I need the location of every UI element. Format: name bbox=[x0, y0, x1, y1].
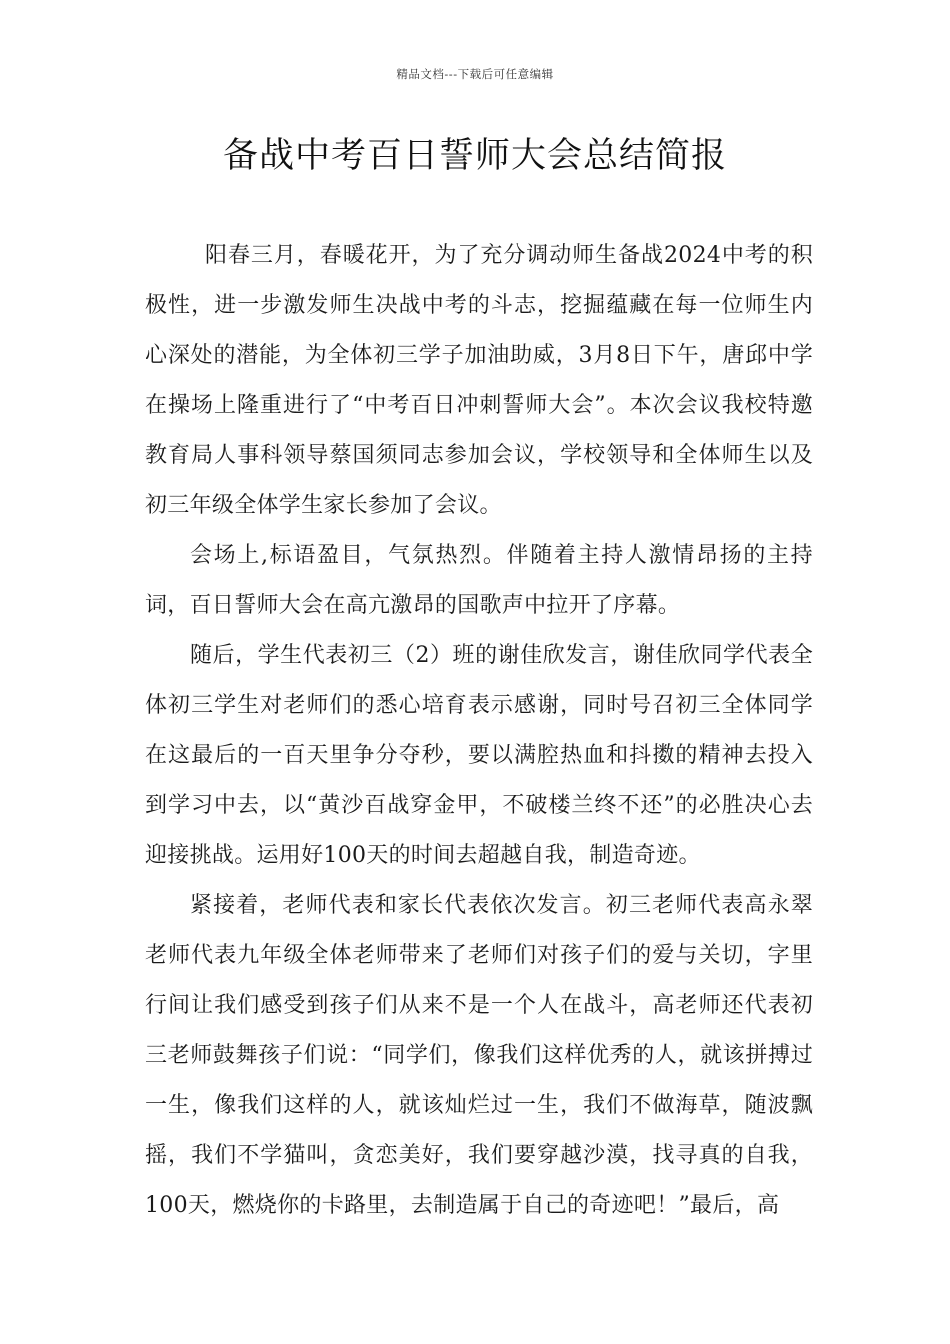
document-title: 备战中考百日誓师大会总结简报 bbox=[222, 136, 727, 176]
document-body bbox=[145, 231, 813, 1231]
paragraph: 随后，学生代表初三（2）班的谢佳欣发言，谢佳欣同学代表全体初三学生对老师们的悉心培育表示感谢，同时号召初三全体同学在这最后的一百天里争分夺秒，要以满腔热血和抖擞的精神去投入到学习中去，以“黄沙百战穿金甲，不破楼兰终不还”的必胜决心去迎接挑战。运用好100天的时间去超越自我，制造奇迹。 bbox=[145, 643, 813, 868]
paragraph: 阳春三月，春暖花开，为了充分调动师生备战2024中考的积极性，进一步激发师生决战中考的斗志，挖掘蕴藏在每一位师生内心深处的潜能，为全体初三学子加油助威，3月8日下午，唐邱中学在操场上隆重进行了“中考百日冲刺誓师大会”。本次会议我校特邀教育局人事科领导蔡国须同志参加会议，学校领导和全体师生以及初三年级全体学生家长参加了会议。 bbox=[145, 243, 813, 518]
paragraph: 会场上,标语盈目，气氛热烈。伴随着主持人激情昂扬的主持词，百日誓师大会在高亢激昂的国歌声中拉开了序幕。 bbox=[145, 543, 813, 618]
paragraph: 紧接着，老师代表和家长代表依次发言。初三老师代表高永翠老师代表九年级全体老师带来了老师们对孩子们的爱与关切，字里行间让我们感受到孩子们从来不是一个人在战斗，高老师还代表初三老师鼓舞孩子们说：“同学们，像我们这样优秀的人，就该拼搏过一生，像我们这样的人，就该灿烂过一生，我们不做海草，随波飘摇，我们不学猫叫，贪恋美好，我们要穿越沙漠，找寻真的自我，100天，燃烧你的卡路里，去制造属于自己的奇迹吧！”最后，高 bbox=[145, 893, 813, 1218]
header-note: 精品文档---下载后可任意编辑 bbox=[396, 67, 554, 81]
